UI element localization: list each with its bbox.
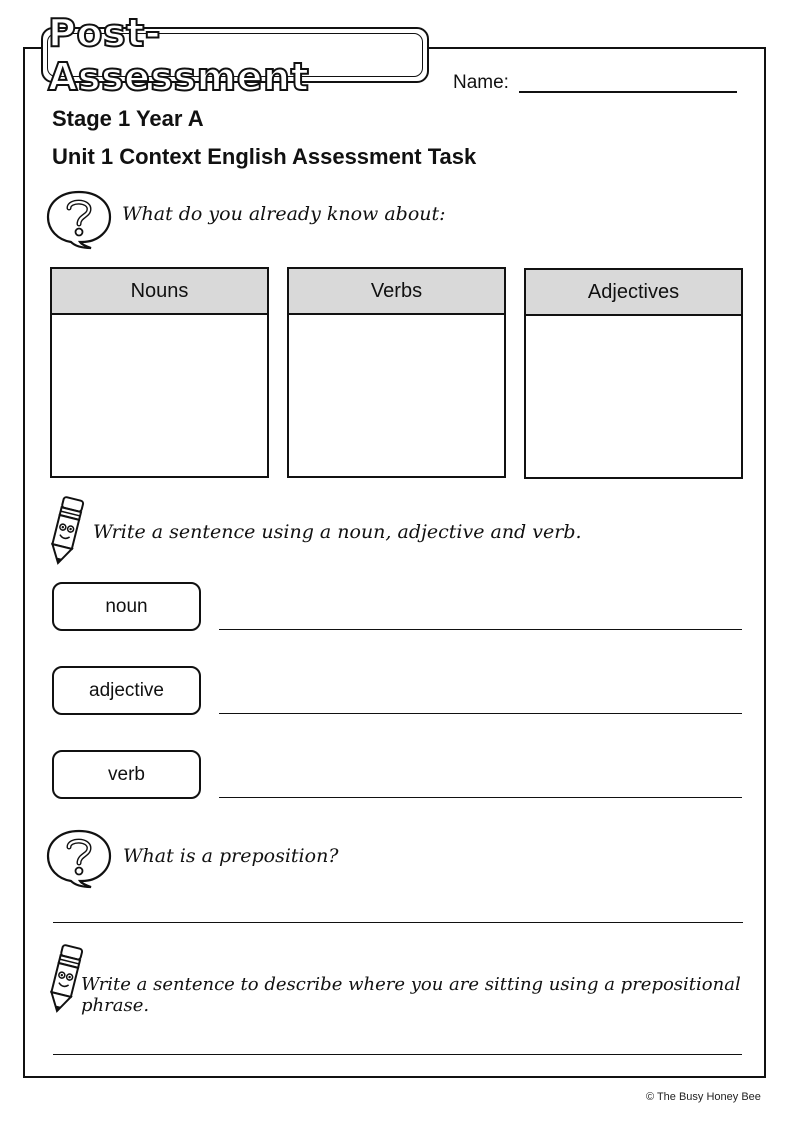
- stage-heading: Stage 1 Year A: [52, 106, 204, 131]
- prompt-write-sentence: Write a sentence using a noun, adjective and verb.: [93, 521, 582, 543]
- name-input-line[interactable]: [519, 91, 737, 93]
- adjectives-box-header: Adjectives: [526, 270, 741, 316]
- page-title: Post-Assessment: [48, 11, 310, 99]
- prompt-prepositional-phrase: Write a sentence to describe where you are sitting using a prepositional phrase.: [81, 974, 741, 1016]
- name-label: Name:: [453, 72, 509, 93]
- prompt-what-is-preposition: What is a preposition?: [123, 845, 339, 867]
- verb-answer-line[interactable]: [219, 797, 742, 798]
- nouns-box[interactable]: [50, 267, 269, 478]
- prompt-already-know: What do you already know about:: [122, 203, 446, 225]
- adjective-answer-line[interactable]: [219, 713, 742, 714]
- question-speech-bubble-icon: [44, 188, 114, 250]
- prepositional-phrase-answer-line[interactable]: [53, 1054, 742, 1055]
- noun-answer-line[interactable]: [219, 629, 742, 630]
- question-speech-bubble-icon: [44, 827, 114, 889]
- adjective-label-box: adjective: [52, 666, 201, 715]
- verb-label-box: verb: [52, 750, 201, 799]
- copyright-notice: © The Busy Honey Bee: [646, 1091, 761, 1103]
- preposition-answer-line[interactable]: [53, 922, 743, 923]
- nouns-box-header: Nouns: [52, 269, 267, 315]
- unit-heading: Unit 1 Context English Assessment Task: [52, 144, 477, 169]
- page-border: [23, 47, 766, 1078]
- title-banner: [41, 11, 429, 99]
- title-banner-inner: [47, 11, 423, 99]
- noun-label-box: noun: [52, 582, 201, 631]
- verbs-box[interactable]: [287, 267, 506, 478]
- pencil-icon: [44, 494, 88, 568]
- adjectives-box[interactable]: [524, 268, 743, 479]
- verbs-box-header: Verbs: [289, 269, 504, 315]
